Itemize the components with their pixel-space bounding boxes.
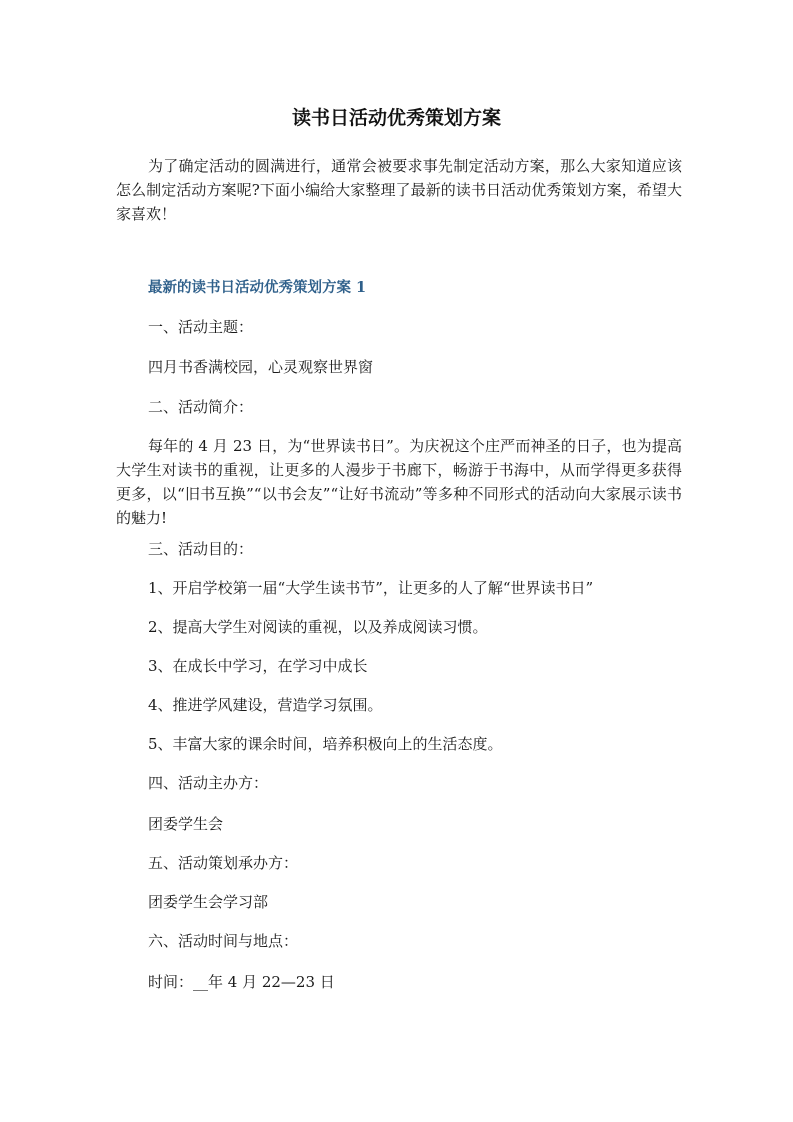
goal-heading: 三、活动目的： <box>148 540 254 558</box>
host-text: 团委学生会 <box>148 815 224 833</box>
organizer-heading: 五、活动策划承办方： <box>148 854 299 872</box>
organizer-text: 团委学生会学习部 <box>148 893 269 911</box>
time-text: 时间：__年 4 月 22—23 日 <box>148 973 335 991</box>
goal-item: 5、丰富大家的课余时间，培养积极向上的生活态度。 <box>148 735 503 753</box>
intro-paragraph: 为了确定活动的圆满进行，通常会被要求事先制定活动方案，那么大家知道应该怎么制定活动方案呢?下面小编给大家整理了最新的读书日活动优秀策划方案，希望大家喜欢！ <box>116 157 682 223</box>
goal-item: 4、推进学风建设，营造学习氛围。 <box>148 696 383 714</box>
goal-item: 2、提高大学生对阅读的重视，以及养成阅读习惯。 <box>148 618 488 636</box>
intro2-paragraph: 每年的 4 月 23 日，为“世界读书日”。为庆祝这个庄严而神圣的日子，也为提高大学生对读书的重视，让更多的人漫步于书廊下，畅游于书海中，从而学得更多获得更多，以“旧书互换”“以书会友”“让好书流动”等多种不同形式的活动向大家展示读书的魅力! <box>116 437 682 527</box>
document-title: 读书日活动优秀策划方案 <box>291 107 501 129</box>
section-heading: 最新的读书日活动优秀策划方案 1 <box>148 279 367 296</box>
goal-item: 3、在成长中学习，在学习中成长 <box>148 657 368 675</box>
time-heading: 六、活动时间与地点： <box>148 932 299 950</box>
theme-text: 四月书香满校园，心灵观察世界窗 <box>148 358 374 376</box>
theme-heading: 一、活动主题： <box>148 318 254 336</box>
intro2-heading: 二、活动简介： <box>148 398 254 416</box>
host-heading: 四、活动主办方： <box>148 774 269 792</box>
goal-item: 1、开启学校第一届“大学生读书节”，让更多的人了解“世界读书日” <box>148 579 594 597</box>
